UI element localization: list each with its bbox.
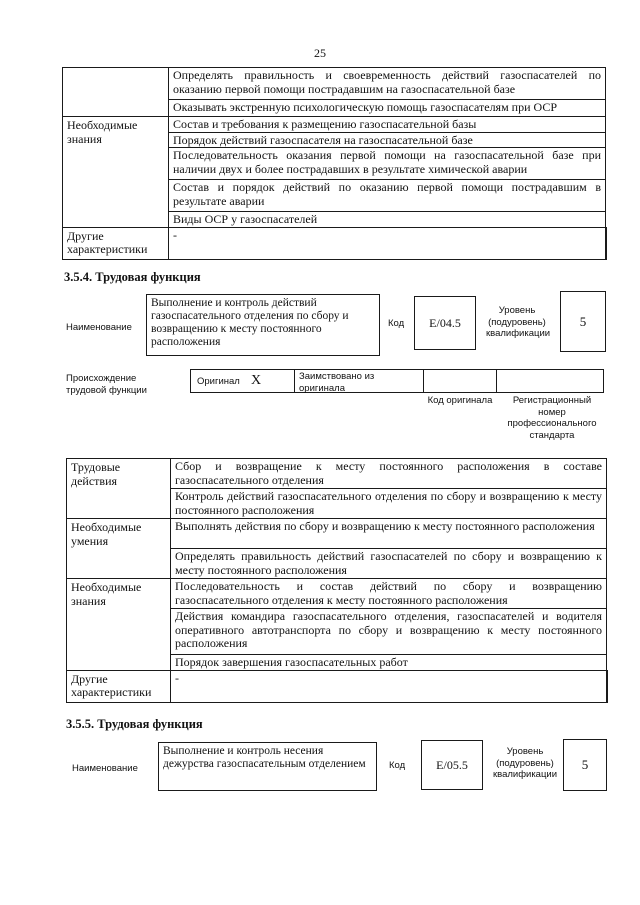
skills-label: Необходимые умения xyxy=(67,519,171,579)
other-value: - xyxy=(171,670,607,702)
knowledge-label: Необходимые знания xyxy=(63,117,169,228)
section-title: 3.5.5. Трудовая функция xyxy=(66,717,203,731)
function-details-table xyxy=(66,458,608,703)
other-value: - xyxy=(169,227,606,259)
knowledge-item: Состав и требования к размещению газоспасательной базы xyxy=(169,117,606,133)
other-label: Другие характеристики xyxy=(63,227,169,259)
top-knowledge-table xyxy=(62,67,607,260)
knowledge-item: Состав и порядок действий по оказанию первой помощи пострадавшим в результате аварии xyxy=(169,180,606,212)
code-value: E/04.5 xyxy=(414,296,476,350)
original-cell xyxy=(191,370,295,392)
level-value: 5 xyxy=(563,739,607,791)
original-label: Оригинал xyxy=(197,376,240,387)
table-row xyxy=(67,459,607,489)
knowledge-item: Порядок завершения газоспасательных работ xyxy=(171,655,607,671)
table-row xyxy=(67,519,607,549)
page-number: 25 xyxy=(314,46,326,60)
code-value: E/05.5 xyxy=(421,740,483,790)
name-label: Наименование xyxy=(66,322,132,333)
knowledge-item: Виды ОСР у газоспасателей xyxy=(169,212,606,228)
origin-table xyxy=(190,369,604,393)
origin-label: Происхождение трудовой функции xyxy=(66,373,147,396)
section-title: 3.5.4. Трудовая функция xyxy=(64,270,201,284)
skill-item: Определять правильность действий газоспасателей по сбору и возвращению к месту постоянного расположения xyxy=(171,549,607,579)
skills-label-cell xyxy=(63,68,169,117)
table-row xyxy=(63,117,606,133)
knowledge-item: Порядок действий газоспасателя на газоспасательной базе xyxy=(169,132,606,148)
function-name-box: Выполнение и контроль несения дежурства газоспасательным отделением xyxy=(158,742,377,791)
code-label: Код xyxy=(389,760,406,771)
skill-item: Выполнять действия по сбору и возвращению к месту постоянного расположения xyxy=(171,519,607,549)
action-item: Контроль действий газоспасательного отделения по сбору и возвращению к месту постоянного расположения xyxy=(171,489,607,519)
level-label: Уровень (подуровень) квалификации xyxy=(492,746,558,780)
origin-code-cell xyxy=(423,370,497,392)
knowledge-item: Последовательность оказания первой помощи на газоспасательной базе при наличии двух и более пострадавших в результате химической аварии xyxy=(169,148,606,180)
table-row xyxy=(63,227,606,259)
name-label: Наименование xyxy=(72,763,138,774)
level-value: 5 xyxy=(560,291,606,352)
borrowed-label: Заимствовано из оригинала xyxy=(299,371,375,394)
action-item: Сбор и возвращение к месту постоянного расположения в составе газоспасательного отделения xyxy=(171,459,607,489)
knowledge-label: Необходимые знания xyxy=(67,579,171,671)
other-label: Другие характеристики xyxy=(67,670,171,702)
function-name-box: Выполнение и контроль действий газоспасательного отделения по сбору и возвращению к месту постоянного расположения xyxy=(146,294,380,356)
level-label: Уровень (подуровень) квалификации xyxy=(486,305,551,339)
knowledge-item: Последовательность и состав действий по сбору и возвращению газоспасательного отделения к месту постоянного расположения xyxy=(171,579,607,609)
knowledge-item: Действия командира газоспасательного отделения, газоспасателей и водителя оперативного автотранспорта по сбору и возвращению к месту постоянного расположения xyxy=(171,609,607,655)
table-row xyxy=(67,579,607,609)
origin-code-label: Код оригинала xyxy=(427,395,493,406)
table-row xyxy=(67,670,607,702)
skill-item: Оказывать экстренную психологическую помощь газоспасателям при ОСР xyxy=(169,100,606,117)
original-mark: X xyxy=(251,373,262,388)
actions-label: Трудовые действия xyxy=(67,459,171,519)
code-label: Код xyxy=(388,318,405,329)
table-row xyxy=(63,68,606,100)
registration-number-label: Регистрационный номер профессионального стандарта xyxy=(507,395,597,441)
skill-item: Определять правильность и своевременность действий газоспасателей по оказанию первой помощи пострадавшим на газоспасательной базе xyxy=(169,68,606,100)
